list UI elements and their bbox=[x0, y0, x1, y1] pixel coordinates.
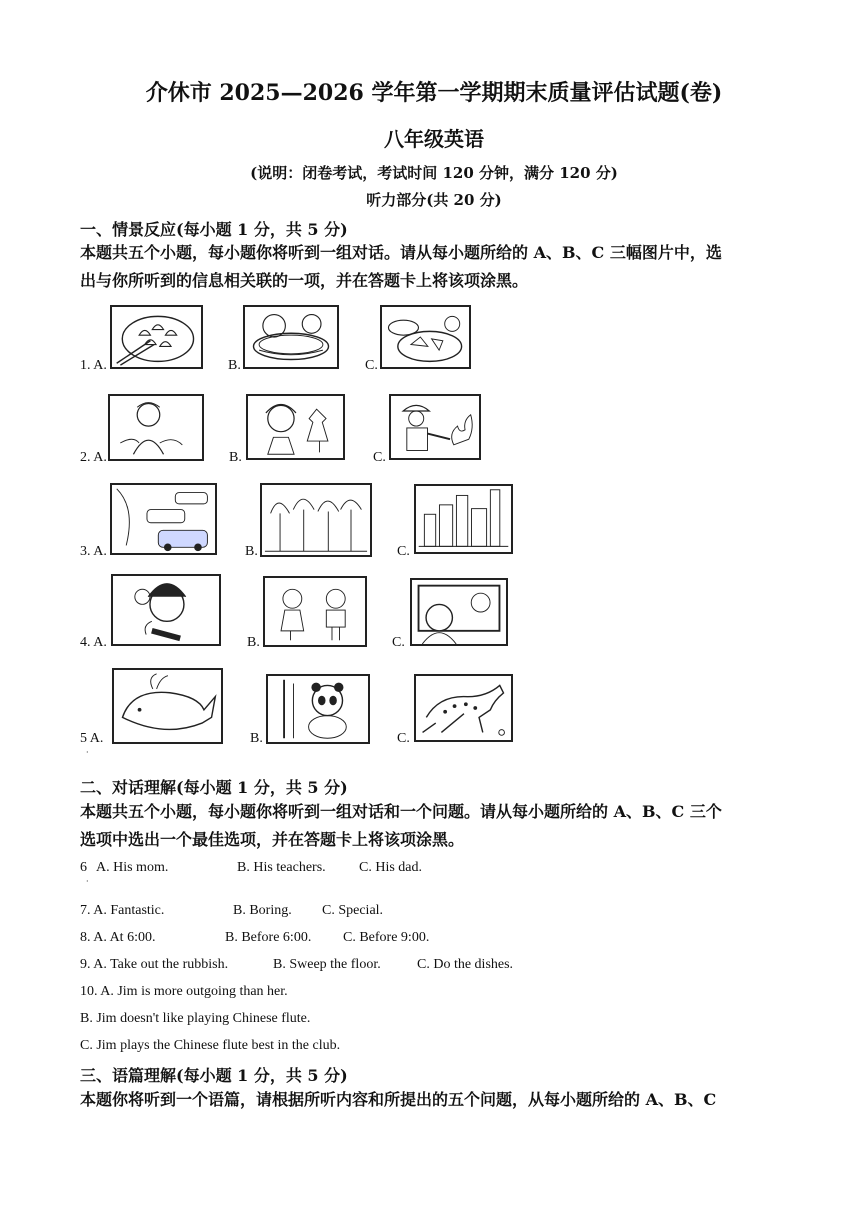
firefighter-icon bbox=[389, 394, 481, 460]
q5-label: 5 A. bbox=[80, 731, 104, 746]
listening-heading: 听力部分(共 20 分) bbox=[366, 191, 502, 209]
q8-option-a: 8. A. At 6:00. bbox=[80, 930, 156, 945]
q2-c-label: C. bbox=[373, 450, 386, 465]
whale-icon bbox=[112, 668, 223, 744]
page-subtitle: 八年级英语 bbox=[384, 127, 484, 151]
section1-instr-line1: 本题共五个小题，每小题你将听到一组对话。请从每小题所给的 A、B、C 三幅图片中，选 bbox=[80, 243, 722, 262]
q6-option-a: A. His mom. bbox=[96, 860, 169, 875]
q4-c-label: C. bbox=[392, 635, 405, 650]
section3-instr-line1: 本题你将听到一个语篇，请根据所听内容和所提出的五个问题，从每小题所给的 A、B、C bbox=[80, 1090, 717, 1109]
q9-option-b: B. Sweep the floor. bbox=[273, 957, 381, 972]
section2-heading: 二、对话理解(每小题 1 分，共 5 分) bbox=[80, 778, 348, 797]
panda-icon bbox=[266, 674, 370, 744]
q7-option-b: B. Boring. bbox=[233, 903, 292, 918]
q7-option-a: 7. A. Fantastic. bbox=[80, 903, 165, 918]
section2-instr-line1: 本题共五个小题，每小题你将听到一组对话和一个问题。请从每小题所给的 A、B、C 三个 bbox=[80, 802, 722, 821]
q7-option-c: C. Special. bbox=[322, 903, 384, 918]
q3-b-label: B. bbox=[245, 544, 258, 559]
q10-option-b: B. Jim doesn't like playing Chinese flute. bbox=[80, 1011, 311, 1026]
city-skyline-icon bbox=[414, 484, 513, 554]
video-call-icon bbox=[410, 578, 508, 646]
q10-option-a: 10. A. Jim is more outgoing than her. bbox=[80, 984, 288, 999]
section1-instr-line2: 出与你所听到的信息相关联的一项，并在答题卡上将该项涂黑。 bbox=[80, 271, 529, 290]
page-title: 介休市 2025—2026 学年第一学期期末质量评估试题(卷) bbox=[145, 80, 723, 106]
section2-instr-line2: 选项中选出一个最佳选项，并在答题卡上将该项涂黑。 bbox=[80, 830, 465, 849]
q5-c-label: C. bbox=[397, 731, 410, 746]
q3-label: 3. A. bbox=[80, 544, 107, 559]
q4-b-label: B. bbox=[247, 635, 260, 650]
q8-option-c: C. Before 9:00. bbox=[343, 930, 430, 945]
two-kids-icon bbox=[263, 576, 367, 647]
q1-c-label: C. bbox=[365, 358, 378, 373]
q2-label: 2. A. bbox=[80, 450, 107, 465]
q3-c-label: C. bbox=[397, 544, 410, 559]
leopard-icon bbox=[414, 674, 513, 742]
traffic-jam-icon bbox=[110, 483, 217, 555]
girl-dress-icon bbox=[246, 394, 345, 460]
q9-option-c: C. Do the dishes. bbox=[417, 957, 514, 972]
thinking-girl-icon bbox=[111, 574, 221, 646]
section3-heading: 三、语篇理解(每小题 1 分，共 5 分) bbox=[80, 1066, 348, 1085]
forest-icon bbox=[260, 483, 372, 557]
q6-option-b: B. His teachers. bbox=[237, 860, 326, 875]
q2-b-label: B. bbox=[229, 450, 242, 465]
q4-label: 4. A. bbox=[80, 635, 107, 650]
q6-number: 6 bbox=[80, 860, 87, 875]
dumplings-icon bbox=[110, 305, 203, 369]
q8-option-b: B. Before 6:00. bbox=[225, 930, 312, 945]
pie-icon bbox=[243, 305, 339, 369]
girl-icon bbox=[108, 394, 204, 461]
food-plate-icon bbox=[380, 305, 471, 369]
q1-b-label: B. bbox=[228, 358, 241, 373]
section1-heading: 一、情景反应(每小题 1 分，共 5 分) bbox=[80, 220, 348, 239]
q9-option-a: 9. A. Take out the rubbish. bbox=[80, 957, 229, 972]
q6-option-c: C. His dad. bbox=[359, 860, 422, 875]
q10-option-c: C. Jim plays the Chinese flute best in the club. bbox=[80, 1038, 341, 1053]
q5-b-label: B. bbox=[250, 731, 263, 746]
q1-label: 1. A. bbox=[80, 358, 107, 373]
exam-note: (说明：闭卷考试，考试时间 120 分钟，满分 120 分) bbox=[250, 164, 618, 182]
